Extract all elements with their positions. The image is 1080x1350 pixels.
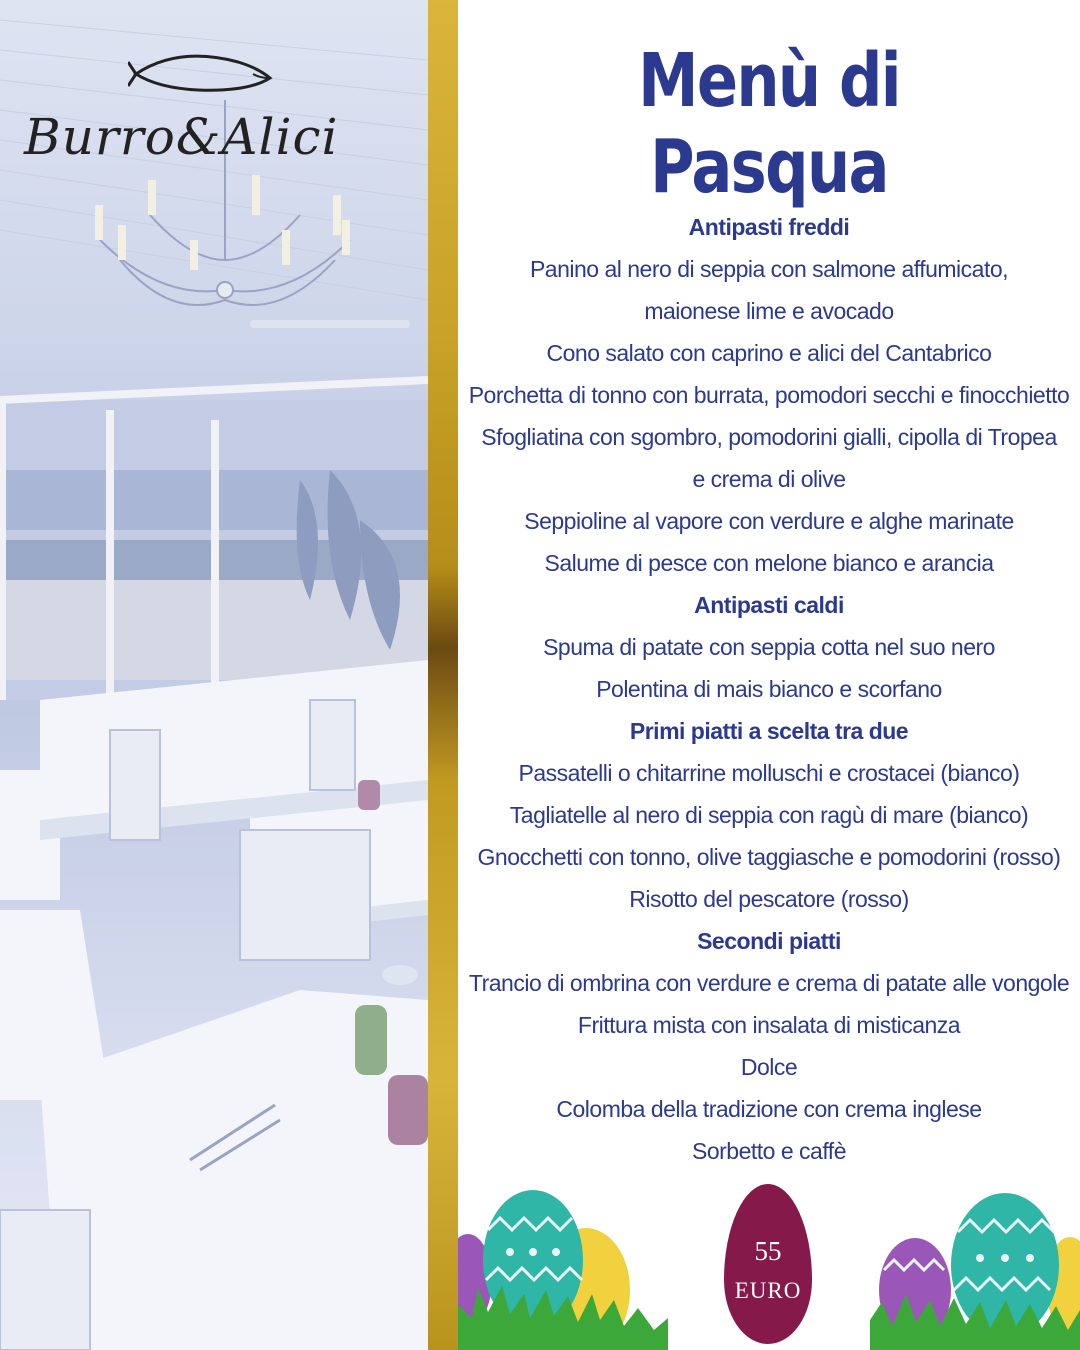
dining-room-illustration <box>0 0 428 1350</box>
menu-item: Gnocchetti con tonno, olive taggiasche e pomodorini (rosso) <box>477 844 1061 870</box>
brand-logo-text: Burro&Alici <box>24 108 339 166</box>
menu-item: Dolce <box>740 1054 798 1080</box>
menu-item: Porchetta di tonno con burrata, pomodori secchi e finocchietto <box>468 382 1070 408</box>
menu-section-heading: Secondi piatti <box>697 928 841 954</box>
menu-panel <box>458 0 1080 1350</box>
menu-item: Frittura mista con insalata di misticanza <box>577 1012 961 1038</box>
menu-title: Menù di Pasqua <box>638 38 900 210</box>
menu-item: Salume di pesce con melone bianco e arancia <box>544 550 994 576</box>
fish-logo-icon <box>128 48 278 100</box>
price-badge <box>724 1184 812 1344</box>
menu-section-heading: Antipasti caldi <box>694 592 844 618</box>
menu-item: Risotto del pescatore (rosso) <box>629 886 909 912</box>
menu-list <box>458 206 1080 1172</box>
price-currency: EURO <box>734 1278 802 1303</box>
menu-section-heading: Antipasti freddi <box>688 214 850 240</box>
menu-item: Tagliatelle al nero di seppia con ragù di mare (bianco) <box>509 802 1029 828</box>
menu-item: e crema di olive <box>692 466 846 492</box>
gold-divider <box>428 0 458 1350</box>
menu-item: Trancio di ombrina con verdure e crema di patate alle vongole <box>468 970 1070 996</box>
menu-item: maionese lime e avocado <box>644 298 894 324</box>
menu-item: Panino al nero di seppia con salmone affumicato, <box>529 256 1009 282</box>
price-amount: 55 <box>754 1236 782 1266</box>
menu-item: Passatelli o chitarrine molluschi e crostacei (bianco) <box>518 760 1020 786</box>
menu-item: Colomba della tradizione con crema inglese <box>556 1096 982 1122</box>
menu-item: Sfogliatina con sgombro, pomodorini gialli, cipolla di Tropea <box>481 424 1057 450</box>
restaurant-photo <box>0 0 428 1350</box>
menu-item: Seppioline al vapore con verdure e alghe marinate <box>524 508 1014 534</box>
menu-item: Spuma di patate con seppia cotta nel suo nero <box>543 634 995 660</box>
easter-eggs-right-icon <box>870 1190 1080 1350</box>
ceiling-fan <box>250 320 410 328</box>
menu-item: Sorbetto e caffè <box>692 1138 846 1164</box>
menu-item: Polentina di mais bianco e scorfano <box>596 676 942 702</box>
easter-eggs-left-icon <box>458 1190 668 1350</box>
menu-item: Cono salato con caprino e alici del Cantabrico <box>546 340 992 366</box>
menu-section-heading: Primi piatti a scelta tra due <box>629 718 909 744</box>
chandelier-candles <box>95 175 350 270</box>
